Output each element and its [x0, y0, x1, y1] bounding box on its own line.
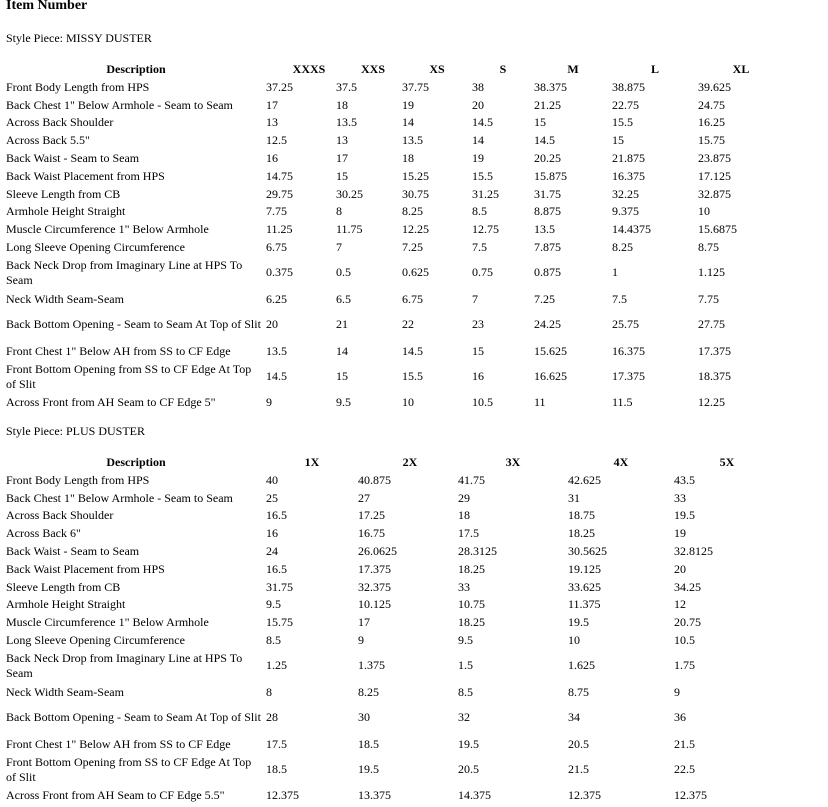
plus-row-description: Front Chest 1" Below AH from SS to CF Edge	[6, 736, 231, 751]
missy-row-description: Across Back 5.5"	[6, 133, 90, 148]
missy-table-row	[6, 238, 766, 256]
plus-measurement-cell: 16.5	[266, 508, 287, 523]
plus-measurement-cell: 13.375	[358, 788, 391, 803]
plus-measurement-cell: 8	[266, 684, 272, 699]
missy-measurement-cell: 7.5	[472, 240, 487, 255]
missy-measurement-cell: 17.375	[612, 369, 645, 384]
missy-measurement-cell: 22	[402, 317, 414, 332]
plus-measurement-cell: 19.5	[568, 615, 589, 630]
plus-measurement-cell: 16	[266, 526, 278, 541]
plus-table-row	[6, 631, 766, 649]
missy-measurement-cell: 16.375	[612, 343, 645, 358]
plus-table-body	[6, 471, 766, 804]
missy-measurement-cell: 13.5	[336, 115, 357, 130]
missy-measurement-cell: 17.375	[698, 343, 731, 358]
plus-measurement-cell: 28	[266, 710, 278, 725]
missy-size-header: XXS	[360, 62, 385, 76]
plus-row-description: Neck Width Seam-Seam	[6, 684, 124, 699]
missy-table-row	[6, 96, 766, 114]
plus-row-description: Across Front from AH Seam to CF Edge 5.5"	[6, 788, 225, 803]
missy-measurement-cell: 21	[336, 317, 348, 332]
plus-measurement-cell: 21.5	[674, 736, 695, 751]
missy-measurement-cell: 6.25	[266, 291, 287, 306]
missy-measurement-cell: 20.25	[534, 151, 561, 166]
missy-measurement-cell: 14	[336, 343, 348, 358]
missy-measurement-cell: 13.5	[402, 133, 423, 148]
missy-measurement-cell: 10	[698, 204, 710, 219]
plus-table-row	[6, 735, 766, 753]
plus-table-row	[6, 578, 766, 596]
missy-measurement-cell: 14	[472, 133, 484, 148]
missy-measurement-cell: 15	[612, 133, 624, 148]
plus-size-header: 2X	[402, 455, 418, 469]
plus-measurement-cell: 8.25	[358, 684, 379, 699]
missy-table-row	[6, 203, 766, 221]
missy-measurement-cell: 15.5	[612, 115, 633, 130]
missy-table-row	[6, 149, 766, 167]
missy-measurement-cell: 6.75	[402, 291, 423, 306]
missy-table-row	[6, 394, 766, 412]
plus-measurement-cell: 18.25	[568, 526, 595, 541]
missy-measurement-cell: 12.75	[472, 222, 499, 237]
plus-measurement-cell: 40	[266, 472, 278, 487]
plus-table-row	[6, 787, 766, 805]
missy-measurement-cell: 7.5	[612, 291, 627, 306]
plus-measurement-cell: 18.25	[458, 561, 485, 576]
missy-measurement-cell: 12.25	[402, 222, 429, 237]
missy-measurement-cell: 32.25	[612, 186, 639, 201]
missy-table-row	[6, 167, 766, 185]
missy-measurement-cell: 1	[612, 265, 618, 280]
missy-measurement-cell: 7.25	[534, 291, 555, 306]
plus-table-row	[6, 542, 766, 560]
missy-measurement-cell: 15.5	[472, 168, 493, 183]
missy-measurement-cell: 21.875	[612, 151, 645, 166]
missy-row-description: Across Front from AH Seam to CF Edge 5"	[6, 395, 216, 410]
missy-measurement-cell: 6.5	[336, 291, 351, 306]
missy-measurement-cell: 30.25	[336, 186, 363, 201]
plus-measurement-cell: 26.0625	[358, 544, 397, 559]
plus-measurement-cell: 16.5	[266, 561, 287, 576]
missy-measurement-cell: 17.125	[698, 168, 731, 183]
plus-measurement-cell: 14.375	[458, 788, 491, 803]
missy-measurement-cell: 18	[402, 151, 414, 166]
plus-row-description: Back Waist Placement from HPS	[6, 561, 165, 576]
missy-measurement-cell: 15.25	[402, 168, 429, 183]
plus-measurement-cell: 19.5	[458, 736, 479, 751]
plus-measurement-cell: 25	[266, 490, 278, 505]
plus-measurement-cell: 22.5	[674, 762, 695, 777]
plus-size-header: 4X	[613, 455, 629, 469]
plus-measurement-cell: 20	[674, 561, 686, 576]
plus-measurement-cell: 36	[674, 710, 686, 725]
plus-measurement-cell: 34.25	[674, 579, 701, 594]
plus-row-description: Back Bottom Opening - Seam to Seam At Top of Slit	[6, 710, 261, 725]
plus-measurement-cell: 9.5	[458, 633, 473, 648]
missy-measurement-cell: 10.5	[472, 395, 493, 410]
plus-measurement-cell: 27	[358, 490, 370, 505]
missy-header-row	[6, 60, 766, 78]
missy-measurement-cell: 12.25	[698, 395, 725, 410]
missy-measurement-cell: 13	[266, 115, 278, 130]
missy-measurement-cell: 20	[266, 317, 278, 332]
missy-measurement-cell: 15	[472, 343, 484, 358]
missy-measurement-cell: 0.75	[472, 265, 493, 280]
missy-measurement-cell: 7.25	[402, 240, 423, 255]
plus-measurement-cell: 17	[358, 615, 370, 630]
missy-table-row	[6, 360, 766, 394]
plus-style-label: Style Piece: PLUS DUSTER	[6, 424, 146, 438]
missy-table-row	[6, 131, 766, 149]
missy-measurement-cell: 8.875	[534, 204, 561, 219]
plus-row-description: Sleeve Length from CB	[6, 579, 121, 594]
missy-size-header: M	[567, 62, 579, 76]
plus-measurement-cell: 9.5	[266, 597, 281, 612]
missy-measurement-cell: 25.75	[612, 317, 639, 332]
plus-row-description: Muscle Circumference 1" Below Armhole	[6, 615, 209, 630]
plus-measurement-cell: 11.375	[568, 597, 601, 612]
missy-row-description: Muscle Circumference 1" Below Armhole	[6, 222, 209, 237]
plus-row-description: Armhole Height Straight	[6, 597, 126, 612]
plus-header-row	[6, 453, 766, 471]
plus-row-description: Front Body Length from HPS	[6, 472, 150, 487]
plus-measurement-cell: 12.375	[568, 788, 601, 803]
plus-measurement-cell: 24	[266, 544, 278, 559]
missy-measurement-cell: 31.25	[472, 186, 499, 201]
plus-measurement-cell: 20.5	[458, 762, 479, 777]
plus-measurement-cell: 15.75	[266, 615, 293, 630]
plus-measurement-cell: 12	[674, 597, 686, 612]
missy-measurement-cell: 0.625	[402, 265, 429, 280]
missy-measurement-cell: 7	[472, 291, 478, 306]
plus-measurement-cell: 12.375	[674, 788, 707, 803]
missy-measurement-cell: 9	[266, 395, 272, 410]
missy-measurement-cell: 27.75	[698, 317, 725, 332]
plus-measurement-cell: 19.5	[358, 762, 379, 777]
plus-measurement-cell: 10.75	[458, 597, 485, 612]
missy-measurement-cell: 0.5	[336, 265, 351, 280]
missy-measurement-cell: 39.625	[698, 79, 731, 94]
plus-table-row	[6, 471, 766, 489]
missy-measurement-cell: 14.4375	[612, 222, 651, 237]
missy-measurement-cell: 16.25	[698, 115, 725, 130]
plus-measurement-cell: 17.25	[358, 508, 385, 523]
plus-measurement-cell: 19.5	[674, 508, 695, 523]
plus-spec-table	[6, 453, 766, 804]
plus-measurement-cell: 8.5	[458, 684, 473, 699]
missy-measurement-cell: 8.25	[612, 240, 633, 255]
missy-measurement-cell: 6.75	[266, 240, 287, 255]
missy-description-header: Description	[106, 62, 166, 76]
plus-table-row	[6, 524, 766, 542]
page-title: Item Number	[6, 0, 88, 13]
plus-measurement-cell: 1.625	[568, 658, 595, 673]
missy-table-row	[6, 308, 766, 342]
plus-measurement-cell: 41.75	[458, 472, 485, 487]
plus-measurement-cell: 34	[568, 710, 580, 725]
missy-measurement-cell: 15.6875	[698, 222, 737, 237]
missy-row-description: Sleeve Length from CB	[6, 186, 121, 201]
plus-table-row	[6, 613, 766, 631]
missy-measurement-cell: 13	[336, 133, 348, 148]
missy-row-description: Long Sleeve Opening Circumference	[6, 240, 185, 255]
plus-measurement-cell: 32.8125	[674, 544, 713, 559]
missy-measurement-cell: 16	[472, 369, 484, 384]
missy-measurement-cell: 30.75	[402, 186, 429, 201]
plus-measurement-cell: 19.125	[568, 561, 601, 576]
missy-measurement-cell: 37.75	[402, 79, 429, 94]
missy-measurement-cell: 38.875	[612, 79, 645, 94]
missy-measurement-cell: 22.75	[612, 97, 639, 112]
missy-measurement-cell: 10	[402, 395, 414, 410]
missy-measurement-cell: 0.375	[266, 265, 293, 280]
missy-row-description: Back Neck Drop from Imaginary Line at HPS To Seam	[6, 257, 243, 287]
missy-size-header: L	[650, 62, 659, 76]
plus-measurement-cell: 10.5	[674, 633, 695, 648]
plus-size-header: 3X	[505, 455, 521, 469]
plus-measurement-cell: 10.125	[358, 597, 391, 612]
plus-measurement-cell: 42.625	[568, 472, 601, 487]
missy-measurement-cell: 11	[534, 395, 546, 410]
missy-measurement-cell: 15.75	[698, 133, 725, 148]
missy-row-description: Armhole Height Straight	[6, 204, 126, 219]
plus-measurement-cell: 31	[568, 490, 580, 505]
plus-table-row	[6, 683, 766, 701]
plus-table-row	[6, 560, 766, 578]
plus-row-description: Long Sleeve Opening Circumference	[6, 633, 185, 648]
plus-measurement-cell: 12.375	[266, 788, 299, 803]
plus-table-row	[6, 649, 766, 683]
missy-row-description: Front Bottom Opening from SS to CF Edge At Top of Slit	[6, 361, 252, 391]
plus-measurement-cell: 30.5625	[568, 544, 607, 559]
plus-measurement-cell: 33	[674, 490, 686, 505]
missy-row-description: Front Chest 1" Below AH from SS to CF Edge	[6, 343, 231, 358]
plus-measurement-cell: 1.5	[458, 658, 473, 673]
missy-measurement-cell: 9.375	[612, 204, 639, 219]
plus-measurement-cell: 33.625	[568, 579, 601, 594]
plus-size-header: 1X	[304, 455, 320, 469]
plus-size-header: 5X	[719, 455, 735, 469]
missy-measurement-cell: 24.75	[698, 97, 725, 112]
plus-measurement-cell: 18.75	[568, 508, 595, 523]
plus-row-description: Across Back 6"	[6, 526, 81, 541]
missy-measurement-cell: 11.25	[266, 222, 293, 237]
missy-measurement-cell: 14.75	[266, 168, 293, 183]
plus-row-description: Front Bottom Opening from SS to CF Edge At Top of Slit	[6, 754, 252, 784]
missy-measurement-cell: 20	[472, 97, 484, 112]
missy-measurement-cell: 18	[336, 97, 348, 112]
missy-measurement-cell: 15.625	[534, 343, 567, 358]
missy-table-row	[6, 342, 766, 360]
missy-measurement-cell: 21.25	[534, 97, 561, 112]
plus-measurement-cell: 17.5	[458, 526, 479, 541]
plus-measurement-cell: 9	[674, 684, 680, 699]
plus-measurement-cell: 20.5	[568, 736, 589, 751]
missy-measurement-cell: 38	[472, 79, 484, 94]
missy-measurement-cell: 15.875	[534, 168, 567, 183]
missy-table-row	[6, 78, 766, 96]
plus-row-description: Across Back Shoulder	[6, 508, 114, 523]
missy-row-description: Back Bottom Opening - Seam to Seam At Top of Slit	[6, 317, 261, 332]
missy-measurement-cell: 8.25	[402, 204, 423, 219]
missy-measurement-cell: 7.875	[534, 240, 561, 255]
missy-measurement-cell: 14.5	[534, 133, 555, 148]
missy-measurement-cell: 7.75	[266, 204, 287, 219]
missy-row-description: Across Back Shoulder	[6, 115, 114, 130]
missy-measurement-cell: 14.5	[402, 343, 423, 358]
missy-measurement-cell: 11.5	[612, 395, 633, 410]
missy-measurement-cell: 17	[266, 97, 278, 112]
missy-table-row	[6, 220, 766, 238]
plus-measurement-cell: 8.75	[568, 684, 589, 699]
missy-measurement-cell: 37.25	[266, 79, 293, 94]
missy-table-row	[6, 290, 766, 308]
missy-measurement-cell: 18.375	[698, 369, 731, 384]
missy-size-header: S	[499, 62, 507, 76]
missy-measurement-cell: 14.5	[266, 369, 287, 384]
missy-row-description: Back Waist - Seam to Seam	[6, 151, 140, 166]
missy-measurement-cell: 14	[402, 115, 414, 130]
missy-measurement-cell: 1.125	[698, 265, 725, 280]
plus-row-description: Back Neck Drop from Imaginary Line at HPS To Seam	[6, 650, 243, 680]
plus-measurement-cell: 1.75	[674, 658, 695, 673]
missy-row-description: Back Waist Placement from HPS	[6, 168, 165, 183]
plus-measurement-cell: 18	[458, 508, 470, 523]
missy-measurement-cell: 0.875	[534, 265, 561, 280]
plus-row-description: Back Chest 1" Below Armhole - Seam to Seam	[6, 490, 233, 505]
plus-table-row	[6, 701, 766, 735]
plus-measurement-cell: 17.375	[358, 561, 391, 576]
missy-measurement-cell: 16.625	[534, 369, 567, 384]
missy-measurement-cell: 17	[336, 151, 348, 166]
missy-size-header: XS	[429, 62, 445, 76]
missy-measurement-cell: 16	[266, 151, 278, 166]
plus-measurement-cell: 43.5	[674, 472, 695, 487]
missy-measurement-cell: 15	[336, 369, 348, 384]
missy-row-description: Front Body Length from HPS	[6, 79, 150, 94]
plus-measurement-cell: 32.375	[358, 579, 391, 594]
missy-measurement-cell: 31.75	[534, 186, 561, 201]
missy-measurement-cell: 16.375	[612, 168, 645, 183]
plus-measurement-cell: 32	[458, 710, 470, 725]
missy-measurement-cell: 11.75	[336, 222, 363, 237]
missy-measurement-cell: 19	[402, 97, 414, 112]
plus-table-row	[6, 596, 766, 614]
missy-measurement-cell: 7	[336, 240, 342, 255]
missy-spec-table	[6, 60, 766, 411]
plus-measurement-cell: 16.75	[358, 526, 385, 541]
plus-measurement-cell: 21.5	[568, 762, 589, 777]
missy-measurement-cell: 23.875	[698, 151, 731, 166]
plus-measurement-cell: 10	[568, 633, 580, 648]
missy-measurement-cell: 8.75	[698, 240, 719, 255]
plus-measurement-cell: 30	[358, 710, 370, 725]
plus-table-row	[6, 507, 766, 525]
missy-row-description: Neck Width Seam-Seam	[6, 291, 124, 306]
missy-table-body	[6, 78, 766, 411]
missy-measurement-cell: 13.5	[534, 222, 555, 237]
plus-measurement-cell: 28.3125	[458, 544, 497, 559]
missy-size-header: XL	[732, 62, 750, 76]
plus-measurement-cell: 18.5	[266, 762, 287, 777]
plus-row-description: Back Waist - Seam to Seam	[6, 544, 140, 559]
missy-measurement-cell: 32.875	[698, 186, 731, 201]
missy-measurement-cell: 9.5	[336, 395, 351, 410]
missy-measurement-cell: 24.25	[534, 317, 561, 332]
plus-table-row	[6, 489, 766, 507]
plus-measurement-cell: 19	[674, 526, 686, 541]
plus-measurement-cell: 17.5	[266, 736, 287, 751]
plus-measurement-cell: 9	[358, 633, 364, 648]
missy-measurement-cell: 38.375	[534, 79, 567, 94]
missy-measurement-cell: 13.5	[266, 343, 287, 358]
missy-measurement-cell: 23	[472, 317, 484, 332]
missy-measurement-cell: 29.75	[266, 186, 293, 201]
missy-measurement-cell: 8	[336, 204, 342, 219]
missy-measurement-cell: 19	[472, 151, 484, 166]
plus-measurement-cell: 18.5	[358, 736, 379, 751]
plus-measurement-cell: 40.875	[358, 472, 391, 487]
plus-measurement-cell: 8.5	[266, 633, 281, 648]
missy-measurement-cell: 15	[534, 115, 546, 130]
plus-measurement-cell: 1.375	[358, 658, 385, 673]
missy-measurement-cell: 8.5	[472, 204, 487, 219]
missy-measurement-cell: 12.5	[266, 133, 287, 148]
missy-row-description: Back Chest 1" Below Armhole - Seam to Seam	[6, 97, 233, 112]
plus-measurement-cell: 29	[458, 490, 470, 505]
missy-table-row	[6, 114, 766, 132]
plus-measurement-cell: 20.75	[674, 615, 701, 630]
missy-size-header: XXXS	[292, 62, 326, 76]
missy-table-row	[6, 256, 766, 290]
missy-style-label: Style Piece: MISSY DUSTER	[6, 31, 152, 45]
plus-measurement-cell: 18.25	[458, 615, 485, 630]
plus-measurement-cell: 1.25	[266, 658, 287, 673]
plus-measurement-cell: 33	[458, 579, 470, 594]
missy-measurement-cell: 14.5	[472, 115, 493, 130]
plus-description-header: Description	[106, 455, 166, 469]
missy-measurement-cell: 7.75	[698, 291, 719, 306]
missy-measurement-cell: 15	[336, 168, 348, 183]
missy-measurement-cell: 15.5	[402, 369, 423, 384]
plus-table-row	[6, 753, 766, 787]
plus-measurement-cell: 31.75	[266, 579, 293, 594]
missy-table-row	[6, 185, 766, 203]
missy-measurement-cell: 37.5	[336, 79, 357, 94]
